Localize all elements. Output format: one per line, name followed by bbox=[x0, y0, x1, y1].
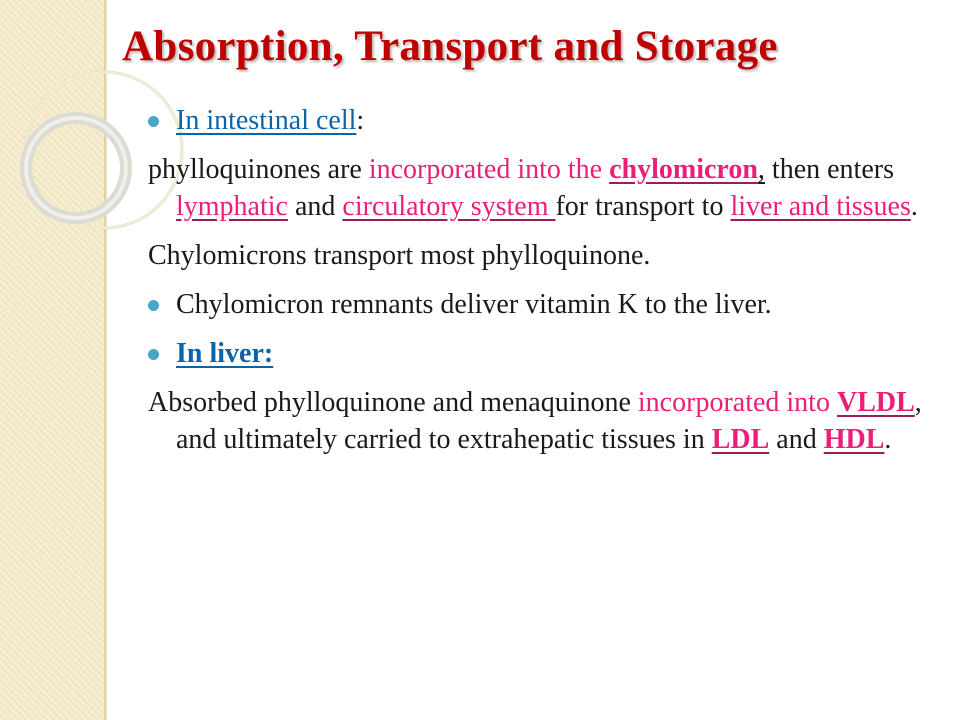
text-segment: phylloquinones are bbox=[148, 154, 369, 185]
heading-in-liver: In liver: bbox=[176, 338, 274, 369]
text-segment: . bbox=[910, 191, 918, 222]
heading-intestinal-cell: In intestinal cell bbox=[176, 105, 357, 136]
paragraph-chylomicrons-transport: Chylomicrons transport most phylloquinone. bbox=[148, 240, 651, 271]
text-segment: for transport to bbox=[555, 191, 731, 222]
comma-text: , bbox=[757, 154, 765, 185]
text-segment: then enters bbox=[764, 154, 894, 185]
decorative-ring-inner-highlight bbox=[26, 118, 126, 218]
term-chylomicron: chylomicron bbox=[609, 154, 758, 185]
term-liver-and-tissues: liver and tissues bbox=[730, 191, 911, 222]
slide-body bbox=[148, 102, 940, 470]
term-vldl: VLDL bbox=[836, 387, 915, 418]
term-circulatory-system: circulatory system bbox=[342, 191, 556, 222]
term-lymphatic: lymphatic bbox=[176, 191, 288, 222]
highlight-incorporated-into: incorporated into bbox=[637, 387, 837, 418]
text-segment: and bbox=[769, 424, 824, 455]
bullet-icon bbox=[148, 116, 159, 127]
text-segment: . bbox=[884, 424, 892, 455]
text-segment: Absorbed phylloquinone and menaquinone bbox=[148, 387, 638, 418]
paragraph-absorbed bbox=[148, 384, 940, 458]
bullet-icon bbox=[148, 300, 159, 311]
highlight-incorporated: incorporated into the bbox=[368, 154, 610, 185]
bullet-text: Chylomicron remnants deliver vitamin K to the liver. bbox=[176, 289, 772, 320]
term-hdl: HDL bbox=[823, 424, 885, 455]
slide-title: Absorption, Transport and Storage bbox=[122, 23, 778, 70]
term-ldl: LDL bbox=[711, 424, 770, 455]
bullet-chylomicron-remnants bbox=[148, 286, 940, 323]
bullet-in-liver bbox=[148, 335, 940, 372]
bullet-intestinal-cell bbox=[148, 102, 940, 139]
paragraph-phylloquinones bbox=[148, 151, 940, 225]
text-segment: and bbox=[287, 191, 343, 222]
bullet-icon bbox=[148, 349, 159, 360]
colon-text: : bbox=[356, 105, 365, 136]
text-segment: , and ultimately carried to extrahepatic tissues in bbox=[176, 387, 922, 455]
